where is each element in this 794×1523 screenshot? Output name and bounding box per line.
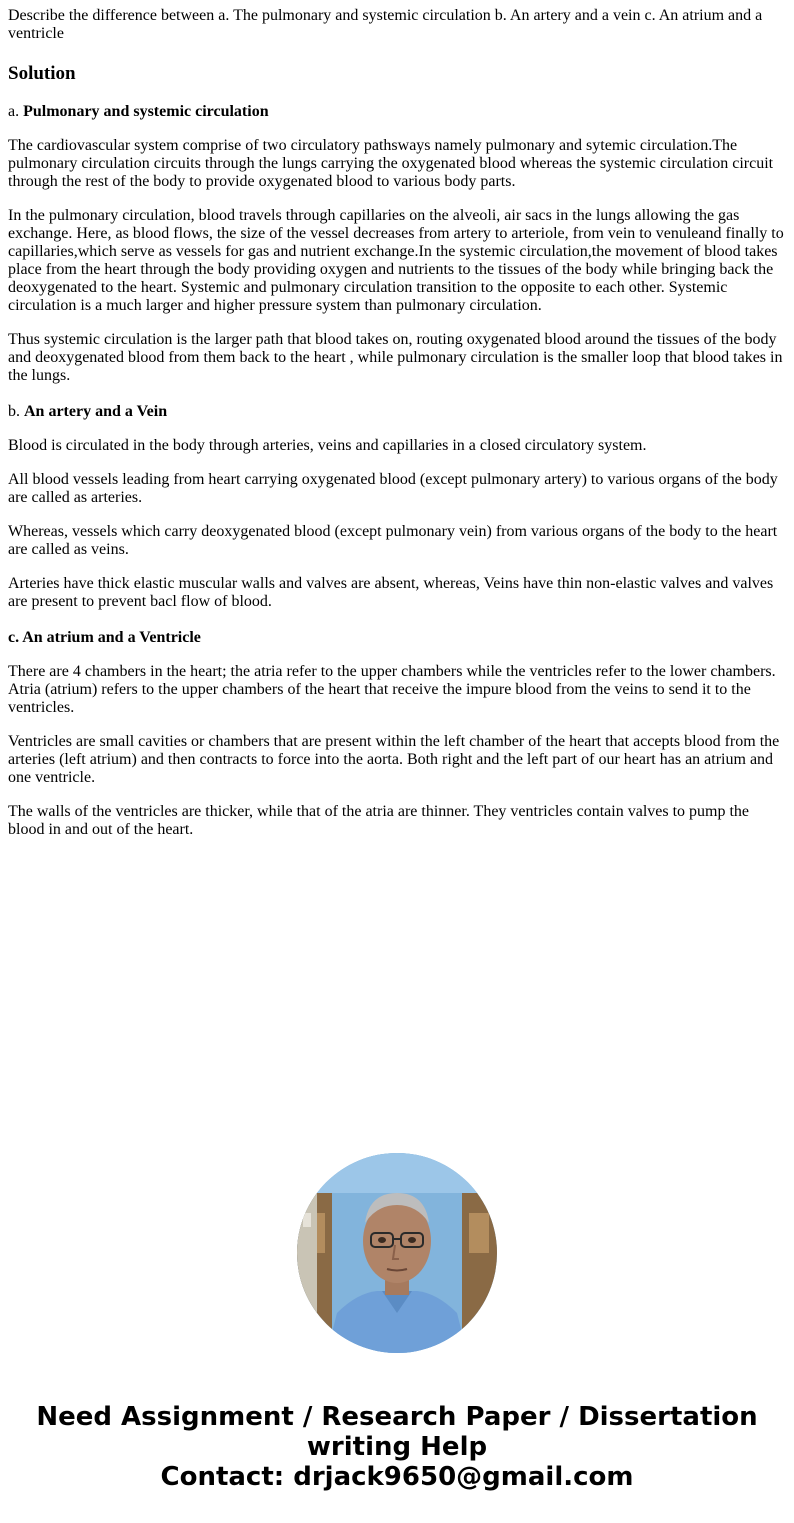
- section-b-paragraph-3: Whereas, vessels which carry deoxygenated blood (except pulmonary vein) from various organs of the body to the heart are called as veins.: [8, 523, 778, 558]
- section-a-paragraph-2: In the pulmonary circulation, blood travels through capillaries on the alveoli, air sacs in the lungs allowing the gas exchange. Here, as blood flows, the size of the vessel decreases from artery to arteriole, from vein to venuleand finally to capillaries,which serve as vessels for gas and nutrient exchange.In the systemic circulation,the movement of blood takes place from the heart through the body providing oxygen and nutrients to the tissues of the body while bringing back the deoxygenated to the heart. Systemic and pulmonary circulation transition to the opposite to each other. Systemic circulation is a much larger and higher pressure system than pulmonary circulation.: [8, 207, 784, 314]
- section-c-heading: [8, 629, 786, 647]
- section-a-paragraph-1: The cardiovascular system comprise of two circulatory pathsways namely pulmonary and sytemic circulation.The pulmonary circulation circuits through the lungs carrying the oxygenated blood whereas the systemic circulation circuit through the rest of the body to provide oxygenated blood to various body parts.: [8, 137, 774, 190]
- section-a-heading: [8, 103, 786, 121]
- author-photo-icon: [297, 1153, 497, 1353]
- document-body: [8, 7, 786, 839]
- section-b-title: An artery and a Vein: [24, 403, 168, 420]
- author-photo: [297, 1153, 497, 1353]
- question-text: Describe the difference between a. The pulmonary and systemic circulation b. An artery and a vein c. An atrium and a ventricle: [8, 7, 763, 42]
- promo-banner: [0, 1402, 794, 1492]
- promo-line-2: writing Help: [306, 1432, 488, 1462]
- section-b-paragraph-2: All blood vessels leading from heart carrying oxygenated blood (except pulmonary artery) to various organs of the body are called as arteries.: [8, 471, 778, 506]
- section-b-prefix: b.: [8, 403, 24, 420]
- section-c-paragraph-2: Ventricles are small cavities or chambers that are present within the left chamber of the heart that accepts blood from the arteries (left atrium) and then contracts to force into the aorta. Both right and the left part of our heart has an atrium and one ventricle.: [8, 733, 780, 786]
- section-c-paragraph-1: There are 4 chambers in the heart; the atria refer to the upper chambers while the ventricles refer to the lower chambers. Atria (atrium) refers to the upper chambers of the heart that receive the impure blood from the veins to send it to the ventricles.: [8, 663, 776, 716]
- section-b-paragraph-4: Arteries have thick elastic muscular walls and valves are absent, whereas, Veins have thin non-elastic valves and valves are present to prevent bacl flow of blood.: [8, 575, 774, 610]
- section-b-paragraph-1: Blood is circulated in the body through arteries, veins and capillaries in a closed circulatory system.: [8, 437, 647, 454]
- section-a-title: Pulmonary and systemic circulation: [23, 103, 269, 120]
- promo-contact: Contact: drjack9650@gmail.com: [160, 1462, 634, 1492]
- section-b-heading: [8, 403, 786, 421]
- section-a-paragraph-3: Thus systemic circulation is the larger path that blood takes on, routing oxygenated blood around the tissues of the body and deoxygenated blood from them back to the heart , while pulmonary circulation is the smaller loop that blood takes in the lungs.: [8, 331, 783, 384]
- section-c-title: c. An atrium and a Ventricle: [8, 629, 201, 646]
- promo-line-1: Need Assignment / Research Paper / Dissertation: [36, 1402, 758, 1432]
- section-a-prefix: a.: [8, 103, 24, 120]
- solution-heading: Solution: [8, 63, 76, 84]
- section-c-paragraph-3: The walls of the ventricles are thicker, while that of the atria are thinner. They ventricles contain valves to pump the blood in and out of the heart.: [8, 803, 750, 838]
